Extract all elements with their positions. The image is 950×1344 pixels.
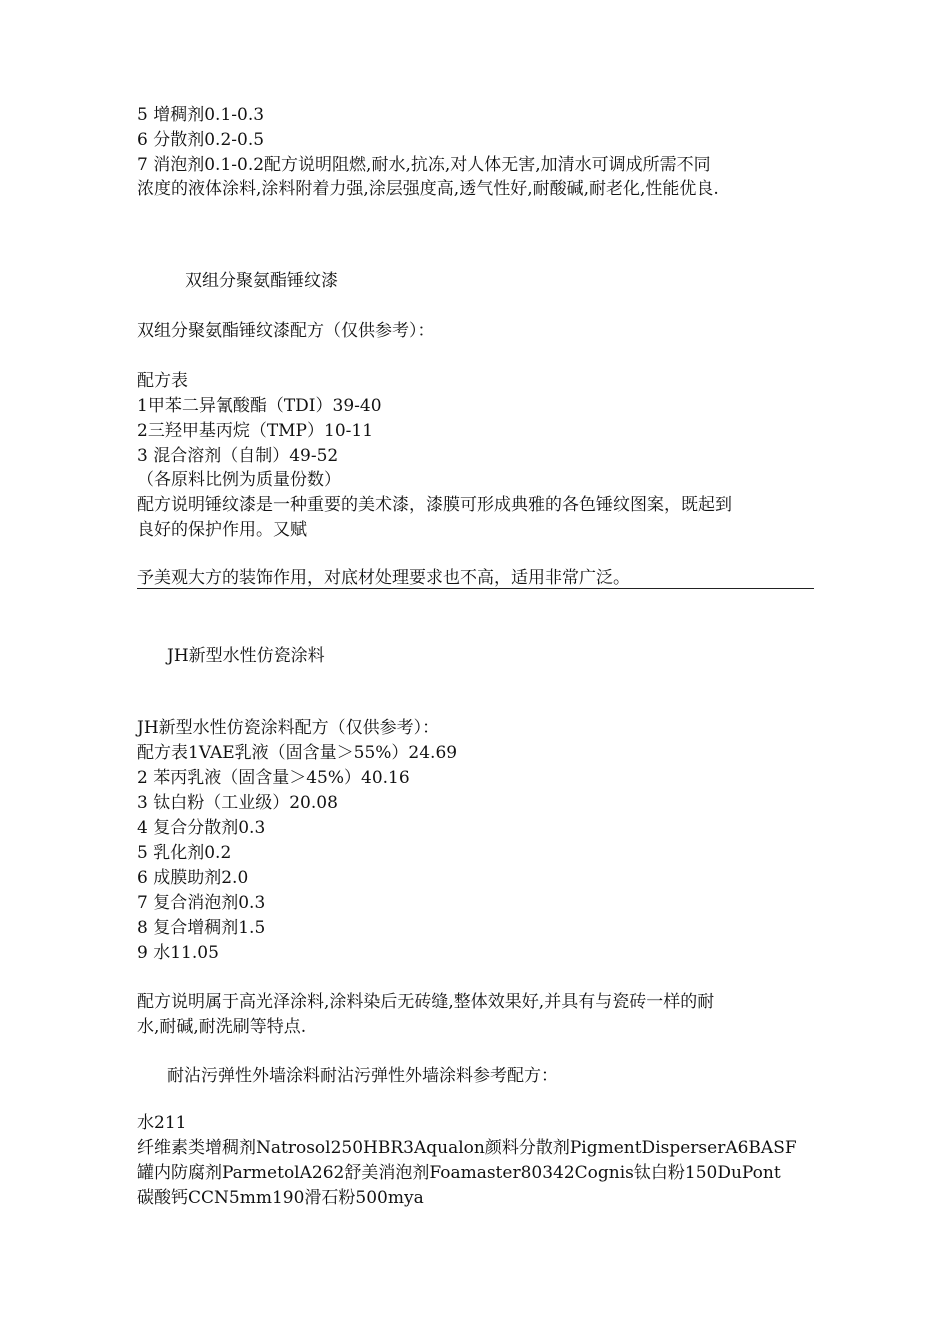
section-title: 双组分聚氨酯锤纹漆 bbox=[185, 271, 338, 291]
formula-item: 7 复合消泡剂0.3 bbox=[137, 893, 266, 913]
formula-item: 2三羟甲基丙烷（TMP）10-11 bbox=[137, 421, 374, 441]
formula-intro: JH新型水性仿瓷涂料配方（仅供参考）： bbox=[137, 718, 440, 738]
text-line: 罐内防腐剂ParmetolA262舒美消泡剂Foamaster80342Cognis钛白粉150DuPont bbox=[137, 1163, 781, 1183]
formula-item: 5 乳化剂0.2 bbox=[137, 843, 232, 863]
formula-note: （各原料比例为质量份数） bbox=[137, 470, 341, 490]
formula-item: 4 复合分散剂0.3 bbox=[137, 818, 266, 838]
text-line: 5 增稠剂0.1-0.3 bbox=[137, 105, 265, 125]
formula-item: 1甲苯二异氰酸酯（TDI）39-40 bbox=[137, 396, 382, 416]
formula-item: 2 苯丙乳液（固含量＞45%）40.16 bbox=[137, 768, 410, 788]
text-line: 纤维素类增稠剂Natrosol250HBR3Aqualon颜料分散剂PigmentDisperserA6BASF bbox=[137, 1138, 797, 1158]
text-line: 碳酸钙CCN5mm190滑石粉500mya bbox=[137, 1188, 424, 1208]
formula-item: 8 复合增稠剂1.5 bbox=[137, 918, 266, 938]
text-line: 6 分散剂0.2-0.5 bbox=[137, 130, 265, 150]
text-line: 7 消泡剂0.1-0.2配方说明阻燃,耐水,抗冻,对人体无害,加清水可调成所需不同 bbox=[137, 155, 711, 175]
section-title: 耐沾污弹性外墙涂料耐沾污弹性外墙涂料参考配方： bbox=[167, 1066, 558, 1086]
formula-item: 6 成膜助剂2.0 bbox=[137, 868, 249, 888]
formula-item: 3 混合溶剂（自制）49-52 bbox=[137, 446, 339, 466]
formula-item: 9 水11.05 bbox=[137, 943, 219, 963]
formula-item: 3 钛白粉（工业级）20.08 bbox=[137, 793, 338, 813]
text-line: 水,耐碱,耐洗刷等特点. bbox=[137, 1017, 307, 1037]
table-label: 配方表 bbox=[137, 371, 188, 391]
text-line: 配方说明锤纹漆是一种重要的美术漆，漆膜可形成典雅的各色锤纹图案，既起到 bbox=[137, 495, 732, 515]
text-line: 予美观大方的装饰作用，对底材处理要求也不高，适用非常广泛。 bbox=[137, 568, 630, 588]
text-line: 水211 bbox=[137, 1113, 187, 1133]
text-line: 良好的保护作用。又赋 bbox=[137, 520, 307, 540]
section-title: JH新型水性仿瓷涂料 bbox=[167, 646, 325, 666]
formula-item: 配方表1VAE乳液（固含量＞55%）24.69 bbox=[137, 743, 458, 763]
formula-intro: 双组分聚氨酯锤纹漆配方（仅供参考）： bbox=[137, 321, 435, 341]
text-line: 浓度的液体涂料,涂料附着力强,涂层强度高,透气性好,耐酸碱,耐老化,性能优良. bbox=[137, 179, 719, 199]
divider bbox=[137, 588, 814, 589]
text-line: 配方说明属于高光泽涂料,涂料染后无砖缝,整体效果好,并具有与瓷砖一样的耐 bbox=[137, 992, 715, 1012]
